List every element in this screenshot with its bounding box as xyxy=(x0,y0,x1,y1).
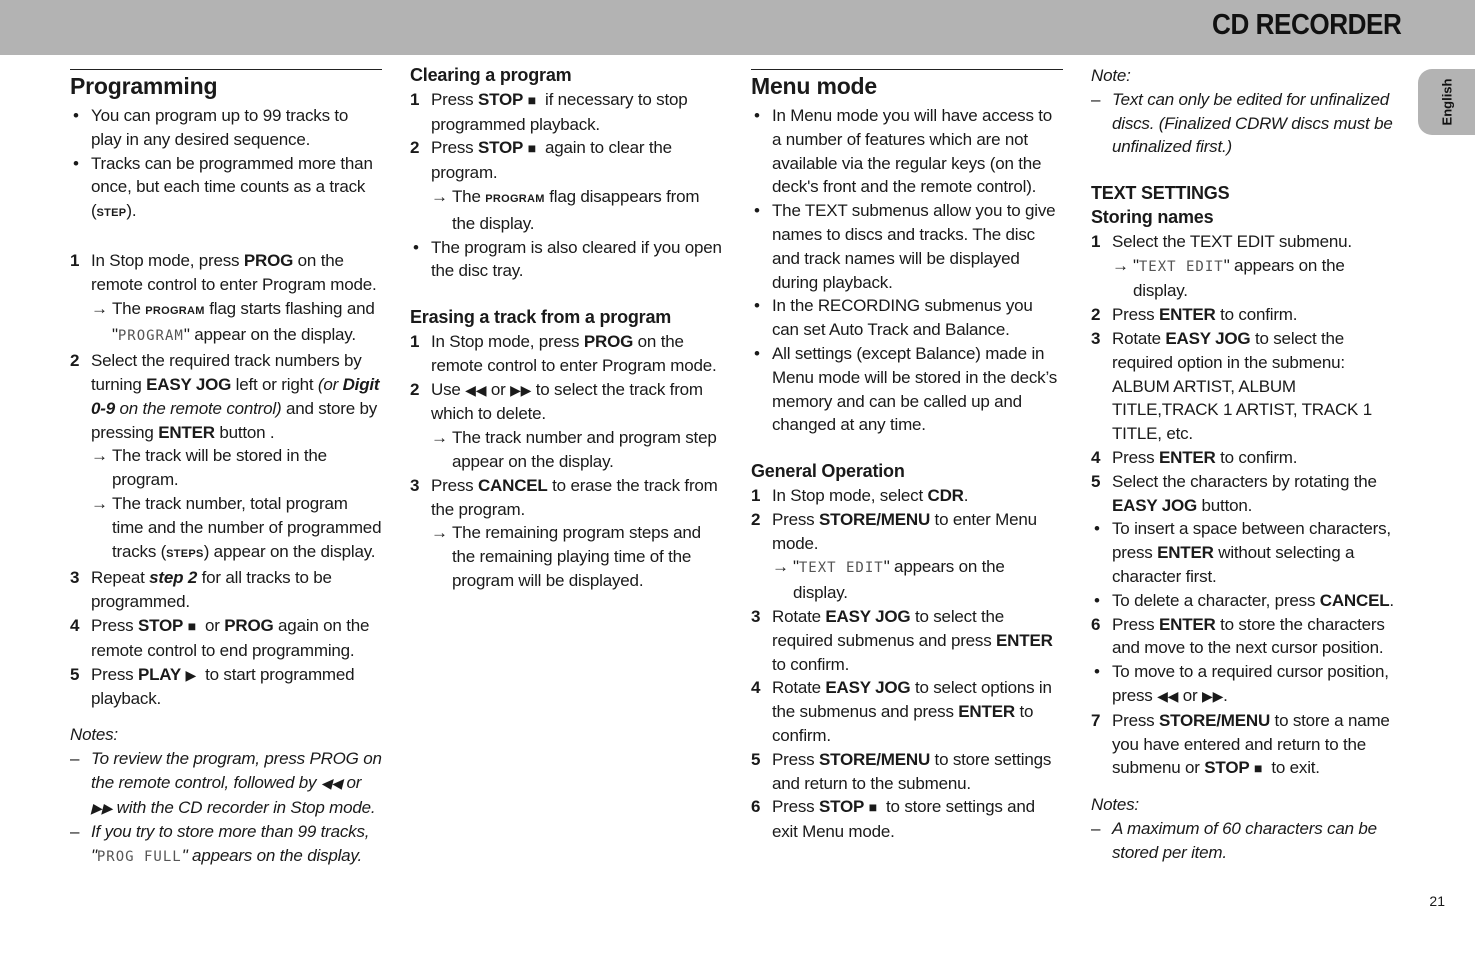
step-item: 2 Select the required track numbers by turning EASY JOG left or right (or Digit 0-9 on the remote control) and store by pressing ENTER button . xyxy=(70,351,380,442)
step-item: 1 In Stop mode, select CDR. xyxy=(751,485,969,505)
lcd-text: PROG FULL xyxy=(96,849,182,866)
result-item: → The track will be stored in the program. xyxy=(91,446,327,490)
step-item: 6 Press STOP ■ to store settings and exit Menu mode. xyxy=(751,797,1035,842)
lcd-text: PROGRAM xyxy=(117,328,184,345)
step-item: 4 Rotate EASY JOG to select options in the submenus and press ENTER to confirm. xyxy=(751,678,1052,745)
note-heading: Note: xyxy=(1091,66,1131,85)
next-icon: ▶▶ xyxy=(1202,687,1224,704)
step-item: 1 In Stop mode, press PROG on the remote control to enter Program mode. xyxy=(70,250,377,294)
step-item: 1 Press STOP ■ if necessary to stop programmed playback. xyxy=(410,89,688,134)
bullet-item: • To delete a character, press CANCEL. xyxy=(1091,589,1403,613)
previous-icon: ◀◀ xyxy=(320,774,342,791)
notes-heading: Notes: xyxy=(1091,795,1139,815)
result-item: → The PROGRAM flag starts flashing and "PROGRAM" appear on the display. xyxy=(91,298,375,345)
previous-icon: ◀◀ xyxy=(465,381,487,398)
step-item: 3 Repeat step 2 for all tracks to be programmed. xyxy=(70,568,332,612)
page-title: CD RECORDER xyxy=(1211,9,1401,41)
stop-icon: ■ xyxy=(187,617,196,634)
bullet-item: • All settings (except Balance) made in Menu mode will be stored in the deck’s memory and can be called up and changed at any time. xyxy=(751,342,1063,437)
notes-heading: Notes: xyxy=(70,725,118,745)
section-rule xyxy=(70,69,382,70)
subsection-title: General Operation xyxy=(751,461,905,482)
step-item: 2 Press STORE/MENU to enter Menu mode. xyxy=(751,509,1037,553)
result-item: → The remaining program steps and the remaining playing time of the program will be displayed. xyxy=(431,523,701,590)
header-bar xyxy=(0,0,1475,55)
bullet-item: • Tracks can be programmed more than once, but each time counts as a track (STEP). xyxy=(70,152,382,226)
bullet-item: • To move to a required cursor position, press ◀◀ or ▶▶. xyxy=(1091,660,1403,709)
result-item: → "TEXT EDIT" appears on the display. xyxy=(772,557,1005,603)
step-item: 4 Press ENTER to confirm. xyxy=(1091,447,1298,467)
section-title-menu-mode: Menu mode xyxy=(751,73,877,99)
step-item: 5 Select the characters by rotating the EASY JOG button. xyxy=(1091,471,1377,515)
note-item: – To review the program, press PROG on the remote control, followed by ◀◀ or ▶▶ with the CD recorder in Stop mode. xyxy=(70,747,382,820)
section-rule xyxy=(751,69,1063,70)
section-title-programming: Programming xyxy=(70,73,218,99)
stop-icon: ■ xyxy=(527,140,536,157)
step-item: 6 Press ENTER to store the characters and move to the next cursor position. xyxy=(1091,614,1385,658)
note-item: – A maximum of 60 characters can be stored per item. xyxy=(1091,817,1403,865)
column-text-settings xyxy=(1091,64,1403,865)
arrow-icon: → xyxy=(431,523,448,543)
step-item: 4 Press STOP ■ or PROG again on the remote control to end programming. xyxy=(70,615,370,660)
arrow-icon: → xyxy=(91,493,108,513)
step-item: 3 Rotate EASY JOG to select the required submenus and press ENTER to confirm. xyxy=(751,606,1053,674)
bullet-item: • In the RECORDING submenus you can set Auto Track and Balance. xyxy=(751,294,1063,342)
previous-icon: ◀◀ xyxy=(1157,687,1179,704)
subsection-title: TEXT SETTINGS xyxy=(1091,183,1230,204)
column-menu-mode xyxy=(751,64,1063,844)
next-icon: ▶▶ xyxy=(91,799,113,816)
bullet-item: • To insert a space between characters, press ENTER without selecting a character first. xyxy=(1091,517,1403,588)
step-item: 2 Use ◀◀ or ▶▶ to select the track from which to delete. xyxy=(410,379,703,424)
language-tab xyxy=(1418,69,1475,135)
bullet-item: • In Menu mode you will have access to a number of features which are not available via the regular keys (on the deck's front and the remote control). xyxy=(751,104,1063,199)
lcd-text: TEXT EDIT xyxy=(1138,258,1224,275)
column-programming xyxy=(70,64,382,870)
step-item: 3 Rotate EASY JOG to select the required option in the submenu: ALBUM ARTIST, ALBUM TITLE,TRACK 1 ARTIST, TRACK 1 TITLE, etc. xyxy=(1091,328,1372,444)
play-icon: ▶ xyxy=(185,666,197,683)
stop-icon: ■ xyxy=(868,799,877,816)
step-item: 3 Press CANCEL to erase the track from the program. xyxy=(410,475,718,519)
arrow-icon: → xyxy=(431,186,448,206)
result-item: → "TEXT EDIT" appears on the display. xyxy=(1112,255,1345,301)
arrow-icon: → xyxy=(91,298,108,318)
bullet-item: • The TEXT submenus allow you to give names to discs and tracks. The disc and track names will be displayed during playback. xyxy=(751,199,1063,294)
bullet-item: • The program is also cleared if you open the disc tray. xyxy=(410,236,725,284)
subsection-title: Clearing a program xyxy=(410,65,572,85)
subsection-title: Storing names xyxy=(1091,206,1214,227)
note-item: – Text can only be edited for unfinalized discs. (Finalized CDRW discs must be unfinalized first.) xyxy=(1091,88,1403,159)
column-clearing-erasing xyxy=(410,64,725,593)
arrow-icon: → xyxy=(772,557,789,577)
note-item: – If you try to store more than 99 tracks, "PROG FULL" appears on the display. xyxy=(70,820,382,870)
result-item: → The PROGRAM flag disappears from the display. xyxy=(431,186,700,233)
arrow-icon: → xyxy=(431,428,448,448)
bullet-item: • You can program up to 99 tracks to play in any desired sequence. xyxy=(70,104,382,152)
lcd-text: TEXT EDIT xyxy=(798,560,884,577)
result-item: → The track number, total program time and the number of programmed tracks (STEPS) appear on the display. xyxy=(91,493,382,561)
step-item: 5 Press STORE/MENU to store settings and return to the submenu. xyxy=(751,749,1052,793)
stop-icon: ■ xyxy=(527,91,536,108)
step-item: 1 In Stop mode, press PROG on the remote control to enter Program mode. xyxy=(410,331,717,375)
subsection-title: Erasing a track from a program xyxy=(410,307,672,328)
step-item: 2 Press STOP ■ again to clear the program. xyxy=(410,138,672,183)
step-item: 7 Press STORE/MENU to store a name you have entered and return to the submenu or STOP ■ to exit. xyxy=(1091,710,1390,778)
stop-icon: ■ xyxy=(1254,760,1263,777)
arrow-icon: → xyxy=(91,446,108,466)
step-item: 5 Press PLAY ▶ to start programmed playback. xyxy=(70,664,355,709)
arrow-icon: → xyxy=(1112,255,1129,275)
step-item: 2 Press ENTER to confirm. xyxy=(1091,305,1298,325)
page-number: 21 xyxy=(1429,893,1445,909)
result-item: → The track number and program step appear on the display. xyxy=(431,428,717,471)
language-label: English xyxy=(1439,78,1454,126)
step-item: 1 Select the TEXT EDIT submenu. xyxy=(1091,231,1352,251)
next-icon: ▶▶ xyxy=(510,381,532,398)
